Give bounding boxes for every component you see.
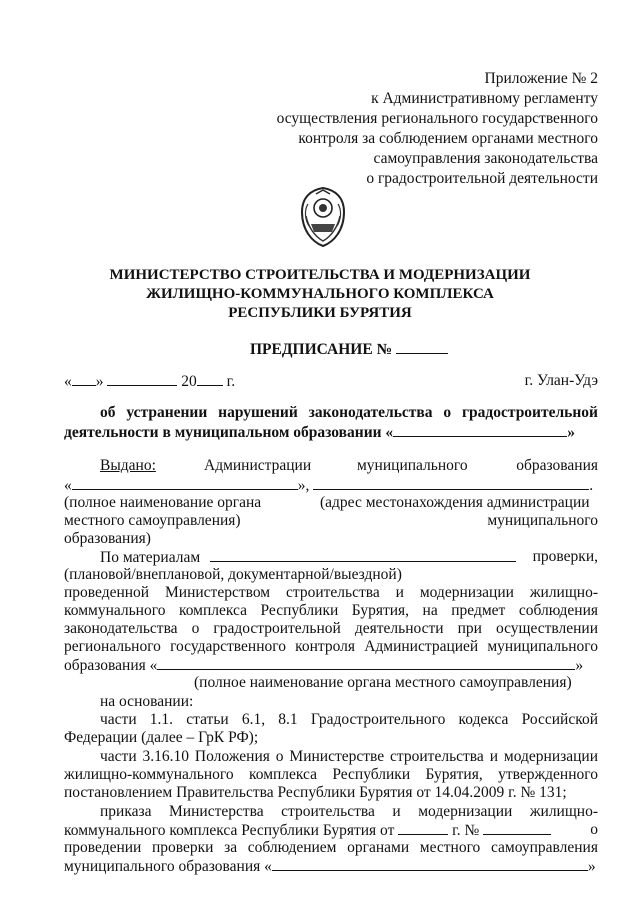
basis-p3-line-2-text: коммунального комплекса Республики Бурятия от — [64, 822, 395, 839]
subject-line-1: об устранении нарушений законодательства о градостроительной — [100, 404, 598, 421]
basis-label: на основании: — [100, 693, 194, 710]
issued-name-line — [64, 476, 593, 495]
materials-line — [100, 548, 516, 567]
ministry-line-1: МИНИСТЕРСТВО СТРОИТЕЛЬСТВА И МОДЕРНИЗАЦИИ — [109, 267, 531, 283]
annex-line-6: о градостроительной деятельности — [366, 170, 598, 187]
municipality-blank-1 — [393, 423, 567, 437]
annex-line-2: к Административному регламенту — [371, 90, 598, 107]
materials-line-4: регионального государственного контроля Администрацией муниципального — [64, 638, 598, 655]
organ-name-blank-2 — [157, 656, 575, 670]
annex-line-5: самоуправления законодательства — [373, 150, 598, 167]
materials-line-5-text: образования « — [64, 657, 158, 674]
basis-p3-number-label: г. № — [452, 822, 480, 839]
materials-prefix: По материалам — [100, 549, 201, 566]
basis-p3-line-1: приказа Министерства строительства и модернизации жилищно- — [100, 803, 598, 820]
issued-word-2: муниципального — [357, 457, 468, 474]
issued-note-right-1: (адрес местонахождения администрации — [320, 494, 590, 511]
basis-close-quote: » — [587, 858, 596, 875]
basis-p3-line-2 — [64, 821, 551, 840]
subject-line-2 — [64, 423, 575, 442]
ministry-line-2: ЖИЛИЩНО-КОММУНАЛЬНОГО КОМПЛЕКСА — [146, 286, 494, 302]
materials-line-5 — [64, 656, 583, 675]
issued-note-right-2: муниципального — [487, 512, 598, 529]
doc-title-text: ПРЕДПИСАНИЕ № — [250, 341, 393, 358]
coat-of-arms-icon — [296, 186, 350, 248]
materials-line-3: законодательства о градостроительной деятельности при осуществлении — [64, 620, 598, 637]
materials-close-quote: » — [575, 657, 584, 674]
date-open-quote: « — [64, 373, 72, 390]
materials-note: (плановой/внеплановой, документарной/выездной) — [64, 566, 402, 583]
basis-p1-line-2: Федерации (далее – ГрК РФ); — [64, 729, 259, 746]
issued-word-1: Администрации — [204, 457, 312, 474]
month-blank — [107, 372, 177, 386]
basis-p2-line-1: части 3.16.10 Положения о Министерстве строительства и модернизации — [100, 748, 598, 765]
subject-line-2-text: деятельности в муниципальном образовании « — [64, 424, 394, 441]
issued-word-3: образования — [516, 457, 598, 474]
ministry-line-3: РЕСПУБЛИКИ БУРЯТИЯ — [228, 305, 412, 321]
issued-period: . — [589, 477, 594, 494]
year-suffix: г. — [226, 373, 236, 390]
issued-open-quote: « — [64, 477, 72, 494]
issued-note-left-1: (полное наименование органа — [64, 494, 262, 511]
issued-note-left-3: образования) — [64, 530, 151, 547]
doc-number-blank — [396, 340, 448, 354]
materials-line-2: коммунального комплекса Республики Бурятия, на предмет соблюдения — [64, 602, 598, 619]
basis-p3-line-4-text: муниципального образования « — [64, 858, 272, 875]
order-date-blank — [398, 821, 448, 835]
order-number-blank — [483, 821, 551, 835]
annex-line-1: Приложение № 2 — [484, 70, 598, 87]
municipality-blank-2 — [272, 857, 588, 871]
basis-p3-line-2-end: о — [590, 821, 598, 838]
materials-note-2: (полное наименование органа местного самоуправления) — [194, 674, 572, 691]
basis-p1-line-1: части 1.1. статьи 6.1, 8.1 Градостроительного кодекса Российской — [100, 711, 598, 728]
annex-line-3: осуществления регионального государственного — [276, 110, 598, 127]
basis-p2-line-3: постановлением Правительства Республики Бурятия от 14.04.2009 г. № 131; — [64, 784, 567, 801]
organ-name-blank — [72, 476, 298, 490]
annex-line-4: контроля за соблюдением органами местного — [298, 130, 598, 147]
issued-label-text: Выдано: — [100, 457, 156, 474]
year-prefix: 20 — [181, 373, 197, 390]
date-line — [64, 372, 235, 391]
year-blank — [197, 372, 223, 386]
materials-line-1: проведенной Министерством строительства и модернизации жилищно- — [64, 584, 598, 601]
issued-note-left-2: местного самоуправления) — [64, 512, 241, 529]
date-close-quote: » — [95, 373, 104, 390]
basis-p2-line-2: жилищно-коммунального комплекса Республики Бурятия, утвержденного — [64, 766, 598, 783]
basis-p3-line-3: проведении проверки за соблюдением органами местного самоуправления — [64, 839, 598, 856]
doc-title — [250, 340, 448, 359]
issued-close-quote: », — [297, 477, 310, 494]
day-blank — [72, 372, 96, 386]
materials-suffix: проверки, — [532, 548, 598, 565]
address-blank — [313, 476, 589, 490]
issued-label — [100, 457, 156, 475]
inspection-type-blank — [210, 548, 516, 562]
city: г. Улан-Удэ — [524, 372, 598, 389]
subject-close-quote: » — [567, 424, 575, 441]
basis-p3-line-4 — [64, 857, 596, 876]
